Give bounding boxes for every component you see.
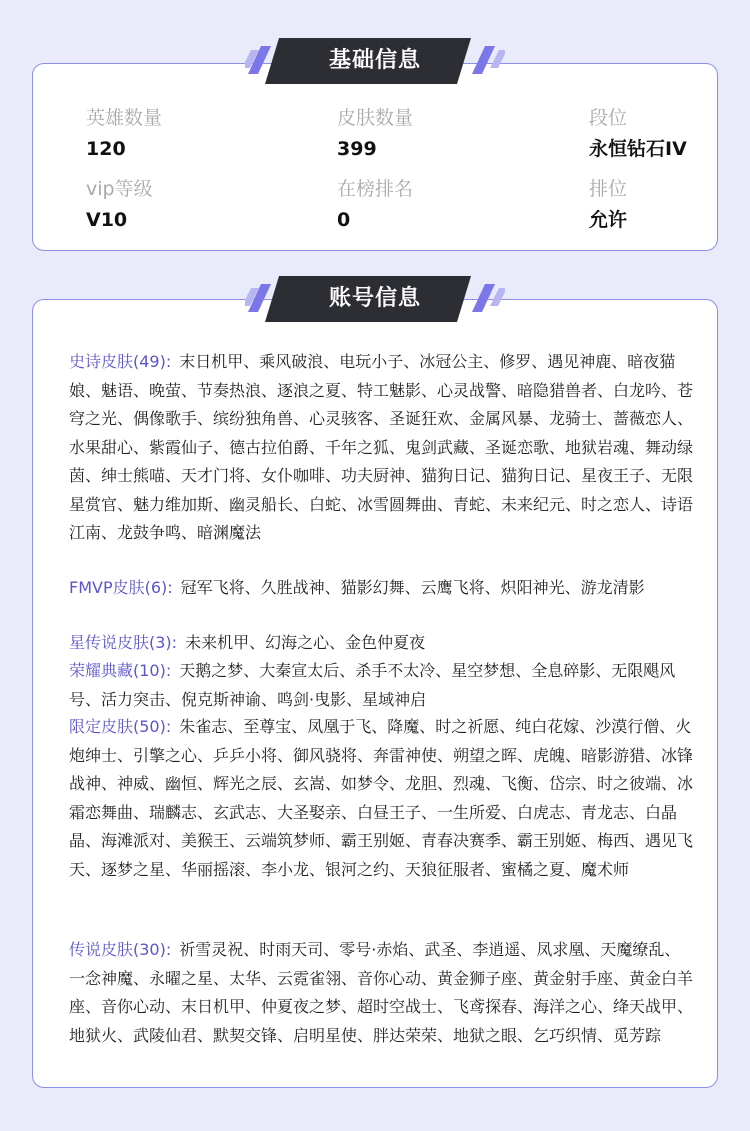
stat-value: V10 <box>86 209 128 231</box>
stat-value: 399 <box>337 138 377 160</box>
stat-vip-level <box>86 177 153 232</box>
category-items: 冠军飞将、久胜战神、猫影幻舞、云鹰飞将、炽阳神光、游龙清影 <box>180 578 645 597</box>
stat-leaderboard-rank <box>337 177 413 232</box>
stat-value: 120 <box>86 138 126 160</box>
skin-category-star-legend <box>69 629 693 658</box>
basic-info-header <box>245 38 505 84</box>
stat-ranked-allowed <box>589 177 627 232</box>
stat-label: 皮肤数量 <box>337 107 414 129</box>
skin-category-glory-collection <box>69 657 693 714</box>
skin-category-fmvp <box>69 574 693 603</box>
stat-value: 永恒钻石IV <box>589 138 687 160</box>
category-label: 史诗皮肤(49): <box>69 352 172 371</box>
category-label: 传说皮肤(30): <box>69 940 172 959</box>
category-label: FMVP皮肤(6): <box>69 578 173 597</box>
stat-label: 段位 <box>589 107 628 129</box>
stat-skin-count <box>337 106 413 161</box>
stat-value: 允许 <box>589 209 628 231</box>
section-title: 账号信息 <box>328 286 421 311</box>
stat-label: 在榜排名 <box>337 178 414 200</box>
category-label: 限定皮肤(50): <box>69 717 172 736</box>
category-items: 天鹅之梦、大秦宣太后、杀手不太冷、星空梦想、全息碎影、无限飓风号、活力突击、倪克斯神谕、鸣剑·曳影、星域神启 <box>69 661 676 709</box>
category-items: 末日机甲、乘风破浪、电玩小子、冰冠公主、修罗、遇见神鹿、暗夜猫娘、魅语、晚萤、节奏热浪、逐浪之夏、特工魅影、心灵战警、暗隐猎兽者、白龙吟、苍穹之光、偶像歌手、缤纷独角兽、心灵骇客、圣诞狂欢、金属风暴、龙骑士、蔷薇恋人、水果甜心、紫霞仙子、德古拉伯爵、千年之狐、鬼剑武藏、圣诞恋歌、地狱岩魂、舞动绿茵、绅士熊喵、天才门将、女仆咖啡、功夫厨神、猫狗日记、猫狗日记、星夜王子、无限星赏官、魅力维加斯、幽灵船长、白蛇、冰雪圆舞曲、青蛇、未来纪元、时之恋人、诗语江南、龙鼓争鸣、暗渊魔法 <box>69 352 694 542</box>
basic-info-card <box>32 63 718 251</box>
section-title: 基础信息 <box>328 48 421 73</box>
stat-rank-tier <box>589 106 687 161</box>
account-info-header <box>245 276 505 322</box>
category-label: 荣耀典藏(10): <box>69 661 172 680</box>
stat-label: 排位 <box>589 178 628 200</box>
account-info-card <box>32 299 718 1088</box>
category-items: 祈雪灵祝、时雨天司、零号·赤焰、武圣、李逍遥、凤求凰、天魔缭乱、一念神魔、永曜之星、太华、云霓雀翎、音你心动、黄金狮子座、黄金射手座、黄金白羊座、音你心动、末日机甲、仲夏夜之梦、超时空战士、飞鸢探春、海洋之心、绛天战甲、地狱火、武陵仙君、默契交锋、启明星使、胖达荣荣、地狱之眼、乞巧织情、觅芳踪 <box>69 940 694 1045</box>
stat-label: vip等级 <box>86 178 153 200</box>
stat-label: 英雄数量 <box>86 107 163 129</box>
stat-hero-count <box>86 106 162 161</box>
skin-category-legend <box>69 936 693 1050</box>
category-label: 星传说皮肤(3): <box>69 633 178 652</box>
category-items: 朱雀志、至尊宝、凤凰于飞、降魔、时之祈愿、纯白花嫁、沙漠行僧、火炮绅士、引擎之心、乒乒小将、御风骁将、奔雷神使、朔望之晖、虎魄、暗影游猎、冰锋战神、神威、幽恒、辉光之辰、玄嵩、如梦令、龙胆、烈魂、飞衡、岱宗、时之彼端、冰霜恋舞曲、瑞麟志、玄武志、大圣娶亲、白昼王子、一生所爱、白虎志、青龙志、白晶晶、海滩派对、美猴王、云端筑梦师、霸王别姬、青春决赛季、霸王别姬、梅西、遇见飞天、逐梦之星、华丽摇滚、李小龙、银河之约、天狼征服者、蜜橘之夏、魔术师 <box>69 717 694 879</box>
category-items: 未来机甲、幻海之心、金色仲夏夜 <box>185 633 426 652</box>
skin-category-limited <box>69 713 693 884</box>
stat-value: 0 <box>337 209 351 231</box>
skin-category-epic <box>69 348 693 548</box>
